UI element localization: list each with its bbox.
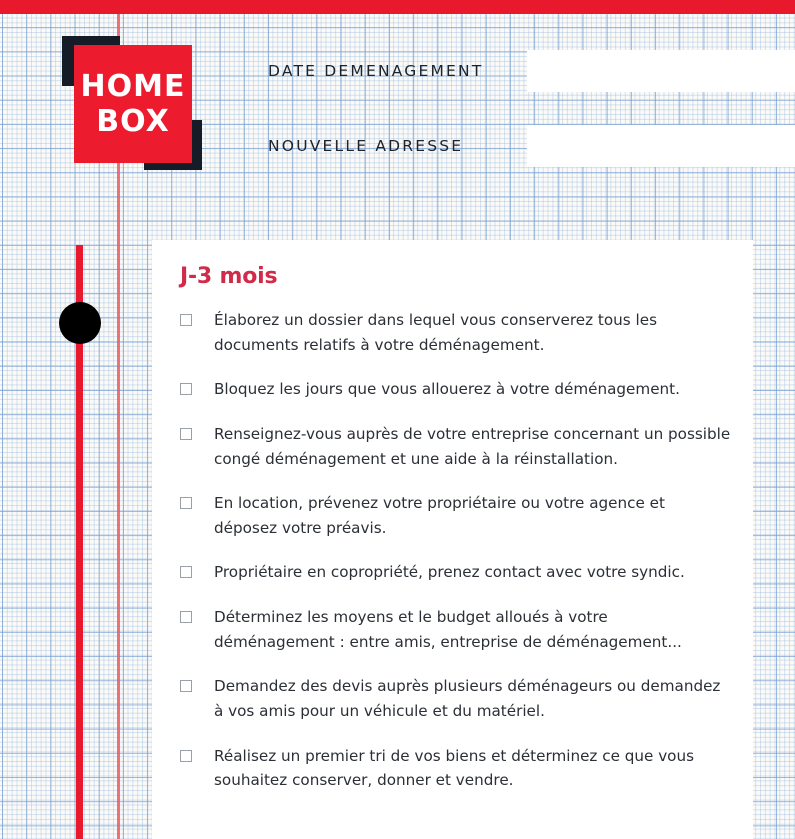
checklist-item-label: Demandez des devis auprès plusieurs déménageurs ou demandez à vos amis pour un véhicule et du matériel. bbox=[214, 677, 721, 720]
checklist-item[interactable] bbox=[180, 377, 731, 402]
checkbox-icon[interactable] bbox=[180, 428, 192, 440]
checkbox-icon[interactable] bbox=[180, 611, 192, 623]
checklist-item[interactable] bbox=[180, 491, 731, 540]
checkbox-icon[interactable] bbox=[180, 314, 192, 326]
section-title: J-3 mois bbox=[180, 264, 278, 289]
checkbox-icon[interactable] bbox=[180, 566, 192, 578]
form-row-new-address bbox=[268, 125, 795, 167]
checklist-item-label: Réalisez un premier tri de vos biens et déterminez ce que vous souhaitez conserver, donner et vendre. bbox=[214, 746, 695, 790]
checklist-item-label: Déterminez les moyens et le budget alloués à votre déménagement : entre amis, entreprise de déménagement... bbox=[214, 608, 682, 651]
logo-square bbox=[74, 45, 192, 163]
checklist-card bbox=[152, 240, 753, 839]
top-accent-bar bbox=[0, 0, 795, 14]
checklist-item-label: En location, prévenez votre propriétaire ou votre agence et déposez votre préavis. bbox=[214, 494, 665, 537]
label-date-demenagement: DATE DEMENAGEMENT bbox=[268, 62, 484, 80]
input-nouvelle-adresse[interactable] bbox=[527, 125, 795, 167]
logo-text-home: HOME bbox=[80, 68, 186, 104]
checklist-item-label: Élaborez un dossier dans lequel vous conserverez tous les documents relatifs à votre déménagement. bbox=[214, 311, 658, 354]
checklist-item[interactable] bbox=[180, 744, 731, 793]
checklist-items bbox=[180, 308, 731, 813]
checklist-item[interactable] bbox=[180, 674, 731, 723]
checklist-item-label: Bloquez les jours que vous allouerez à votre déménagement. bbox=[214, 380, 680, 399]
timeline-dot-icon bbox=[59, 302, 101, 344]
checklist-item[interactable] bbox=[180, 560, 731, 585]
checkbox-icon[interactable] bbox=[180, 497, 192, 509]
checkbox-icon[interactable] bbox=[180, 383, 192, 395]
checklist-item-label: Propriétaire en copropriété, prenez contact avec votre syndic. bbox=[214, 563, 685, 582]
logo-text-box: BOX bbox=[96, 103, 170, 139]
checklist-item[interactable] bbox=[180, 422, 731, 471]
label-nouvelle-adresse: NOUVELLE ADRESSE bbox=[268, 137, 464, 155]
checklist-item[interactable] bbox=[180, 308, 731, 357]
input-date-demenagement[interactable] bbox=[527, 50, 795, 92]
checklist-item[interactable] bbox=[180, 605, 731, 654]
checkbox-icon[interactable] bbox=[180, 750, 192, 762]
form-row-move-date bbox=[268, 50, 795, 92]
checklist-item-label: Renseignez-vous auprès de votre entreprise concernant un possible congé déménagement et une aide à la réinstallation. bbox=[214, 424, 731, 468]
homebox-logo bbox=[62, 36, 202, 170]
checkbox-icon[interactable] bbox=[180, 680, 192, 692]
